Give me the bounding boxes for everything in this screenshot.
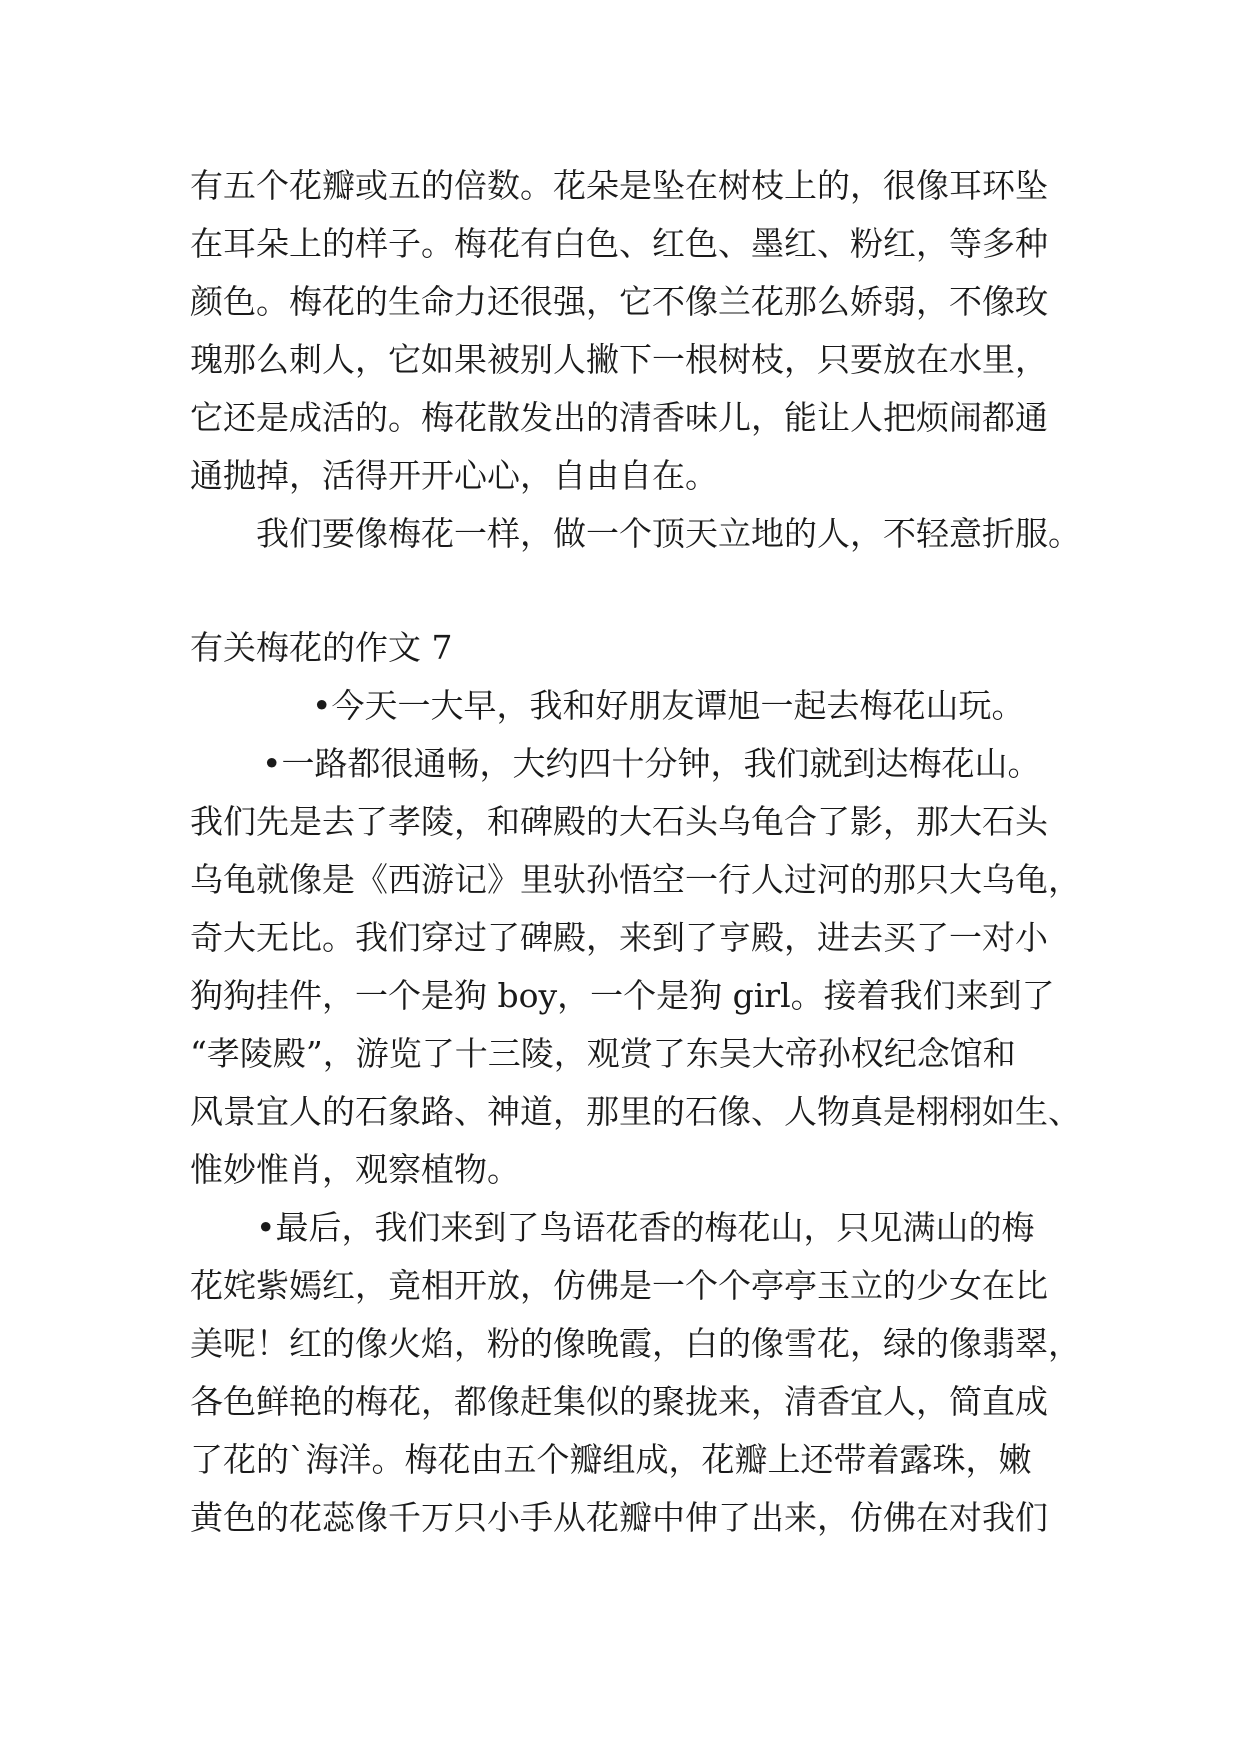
- paragraph-line: 它还是成活的。梅花散发出的清香味儿，能让人把烦闹都通: [190, 398, 1048, 437]
- paragraph-line: 我们要像梅花一样，做一个顶天立地的人，不轻意折服。: [256, 514, 1081, 553]
- paragraph-line: 黄色的花蕊像千万只小手从花瓣中伸了出来，仿佛在对我们: [190, 1498, 1048, 1537]
- paragraph-line: 花姹紫嫣红，竟相开放，仿佛是一个个亭亭玉立的少女在比: [190, 1266, 1048, 1305]
- paragraph-line: 了花的`海洋。梅花由五个瓣组成，花瓣上还带着露珠，嫩: [190, 1440, 1032, 1479]
- paragraph-line: 惟妙惟肖，观察植物。: [190, 1150, 520, 1189]
- paragraph-line: 风景宜人的石象路、神道，那里的石像、人物真是栩栩如生、: [190, 1092, 1081, 1131]
- paragraph-line: 我们先是去了孝陵，和碑殿的大石头乌龟合了影，那大石头: [190, 802, 1048, 841]
- paragraph-line: 瑰那么刺人，它如果被别人撇下一根树枝，只要放在水里，: [190, 340, 1048, 379]
- paragraph-line: 各色鲜艳的梅花，都像赶集似的聚拢来，清香宜人，简直成: [190, 1382, 1048, 1421]
- paragraph-line: 狗狗挂件，一个是狗 boy，一个是狗 girl。接着我们来到了: [190, 976, 1055, 1015]
- paragraph-line: 通抛掉，活得开开心心，自由自在。: [190, 456, 718, 495]
- paragraph-line: 乌龟就像是《西游记》里驮孙悟空一行人过河的那只大乌龟，: [190, 860, 1081, 899]
- paragraph-line: 颜色。梅花的生命力还很强，它不像兰花那么娇弱，不像玫: [190, 282, 1048, 321]
- paragraph-line: “孝陵殿”，游览了十三陵，观赏了东吴大帝孙权纪念馆和: [190, 1034, 1016, 1073]
- paragraph-line: 有五个花瓣或五的倍数。花朵是坠在树枝上的，很像耳环坠: [190, 166, 1048, 205]
- list-item: •今天一大早，我和好朋友谭旭一起去梅花山玩。: [312, 686, 1025, 725]
- paragraph-line: 奇大无比。我们穿过了碑殿，来到了亨殿，进去买了一对小: [190, 918, 1048, 957]
- list-item: •一路都很通畅，大约四十分钟，我们就到达梅花山。: [262, 744, 1041, 783]
- paragraph-line: 美呢！红的像火焰，粉的像晚霞，白的像雪花，绿的像翡翠，: [190, 1324, 1081, 1363]
- list-item: •最后，我们来到了鸟语花香的梅花山，只见满山的梅: [256, 1208, 1035, 1247]
- section-title: 有关梅花的作文 7: [190, 628, 453, 667]
- paragraph-line: 在耳朵上的样子。梅花有白色、红色、墨红、粉红，等多种: [190, 224, 1048, 263]
